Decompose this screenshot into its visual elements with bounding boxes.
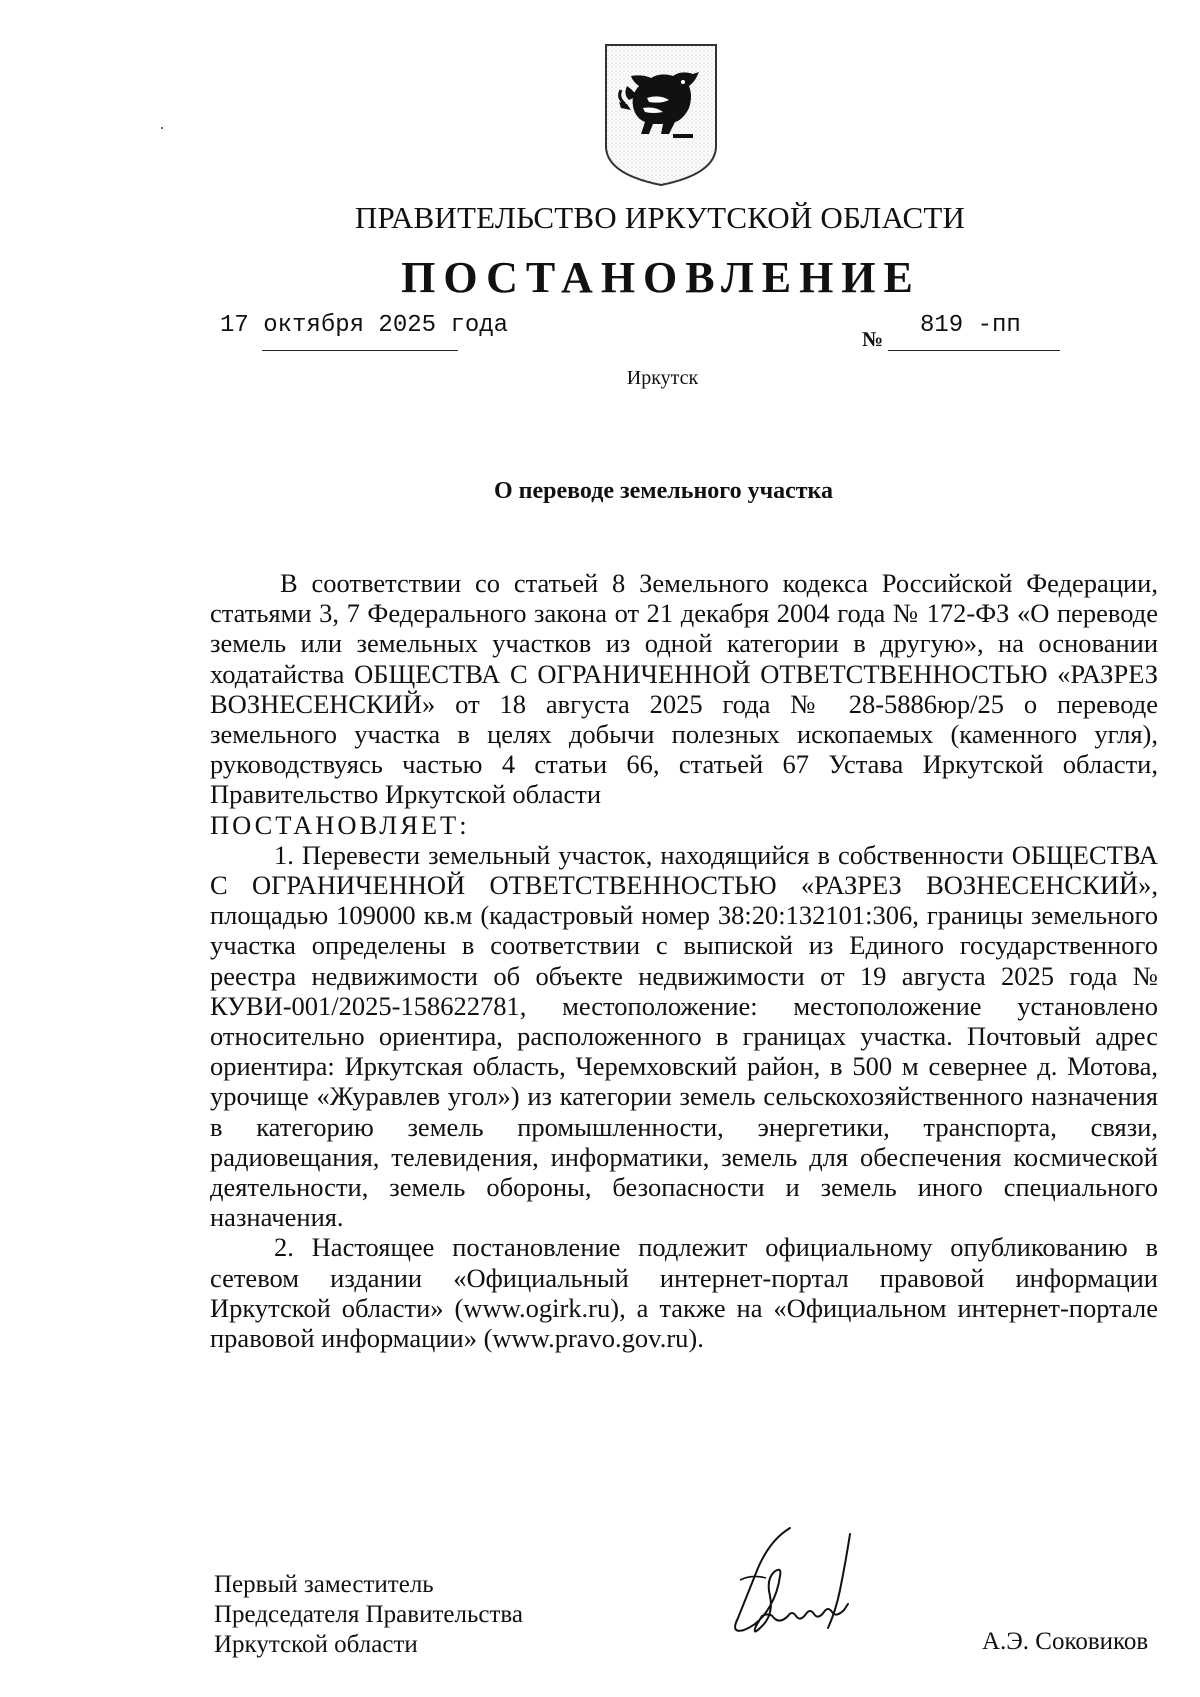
document-type: ПОСТАНОВЛЕНИЕ <box>401 253 921 302</box>
handwritten-signature-icon <box>700 1520 900 1650</box>
resolves-heading: ПОСТАНОВЛЯЕТ: <box>210 809 470 840</box>
date-underline <box>262 350 458 351</box>
organization-name: ПРАВИТЕЛЬСТВО ИРКУТСКОЙ ОБЛАСТИ <box>354 200 966 235</box>
document-body <box>210 568 1158 1353</box>
item-2-paragraph: 2. Настоящее постановление подлежит официальному опубликованию в сетевом издании «Официальный интернет-портал правовой информации Иркутской области» (www.ogirk.ru), а также на «Официальном интернет-портале правовой информации» (www.pravo.gov.ru). <box>210 1232 1158 1354</box>
document-title: О переводе земельного участка <box>493 478 834 504</box>
signatory-position <box>214 1570 523 1660</box>
position-line: Первый заместитель <box>214 1571 434 1598</box>
scan-speck <box>161 127 163 129</box>
item-1-paragraph: 1. Перевести земельный участок, находящийся в собственности ОБЩЕСТВА С ОГРАНИЧЕННОЙ ОТВЕТСТВЕННОСТЬЮ «РАЗРЕЗ ВОЗНЕСЕНСКИЙ», площадью 109000 кв.м (кадастровый номер 38:20:132101:306, границы земельного участка определены в соответствии с выпиской из Единого государственного реестра недвижимости об объекте недвижимости от 19 августа 2025 года № КУВИ-001/2025-158622781, местоположение: местоположение установлено относительно ориентира, расположенного в границах участка. Почтовый адрес ориентира: Иркутская область, Черемховский район, в 500 м севернее д. Мотова, урочище «Журавлев угол») из категории земель сельскохозяйственного назначения в категорию земель промышленности, энергетики, транспорта, связи, радиовещания, телевидения, информатики, земель для обеспечения космической деятельности, земель обороны, безопасности и земель иного специального назначения. <box>210 839 1158 1233</box>
number-sign: № <box>862 327 884 351</box>
preamble-paragraph: В соответствии со статьей 8 Земельного кодекса Российской Федерации, статьями 3, 7 Федерального закона от 21 декабря 2004 года № 172-ФЗ «О переводе земель или земельных участков из одной категории в другую», на основании ходатайства ОБЩЕСТВА С ОГРАНИЧЕННОЙ ОТВЕТСТВЕННОСТЬЮ «РАЗРЕЗ ВОЗНЕСЕНСКИЙ» от 18 августа 2025 года № 28-5886юр/25 о переводе земельного участка в целях добычи полезных ископаемых (каменного угля), руководствуясь частью 4 статьи 66, статьей 67 Устава Иркутской области, Правительство Иркутской области <box>210 568 1158 810</box>
signatory-name: А.Э. Соковиков <box>982 1628 1149 1655</box>
position-line: Иркутской области <box>214 1631 418 1658</box>
position-line: Председателя Правительства <box>214 1601 523 1628</box>
document-date: 17 октября 2025 года <box>220 312 509 339</box>
coat-of-arms-icon <box>603 42 719 188</box>
document-number: 819 -пп <box>920 312 1021 339</box>
number-underline <box>888 350 1060 351</box>
city-name: Иркутск <box>626 367 699 389</box>
